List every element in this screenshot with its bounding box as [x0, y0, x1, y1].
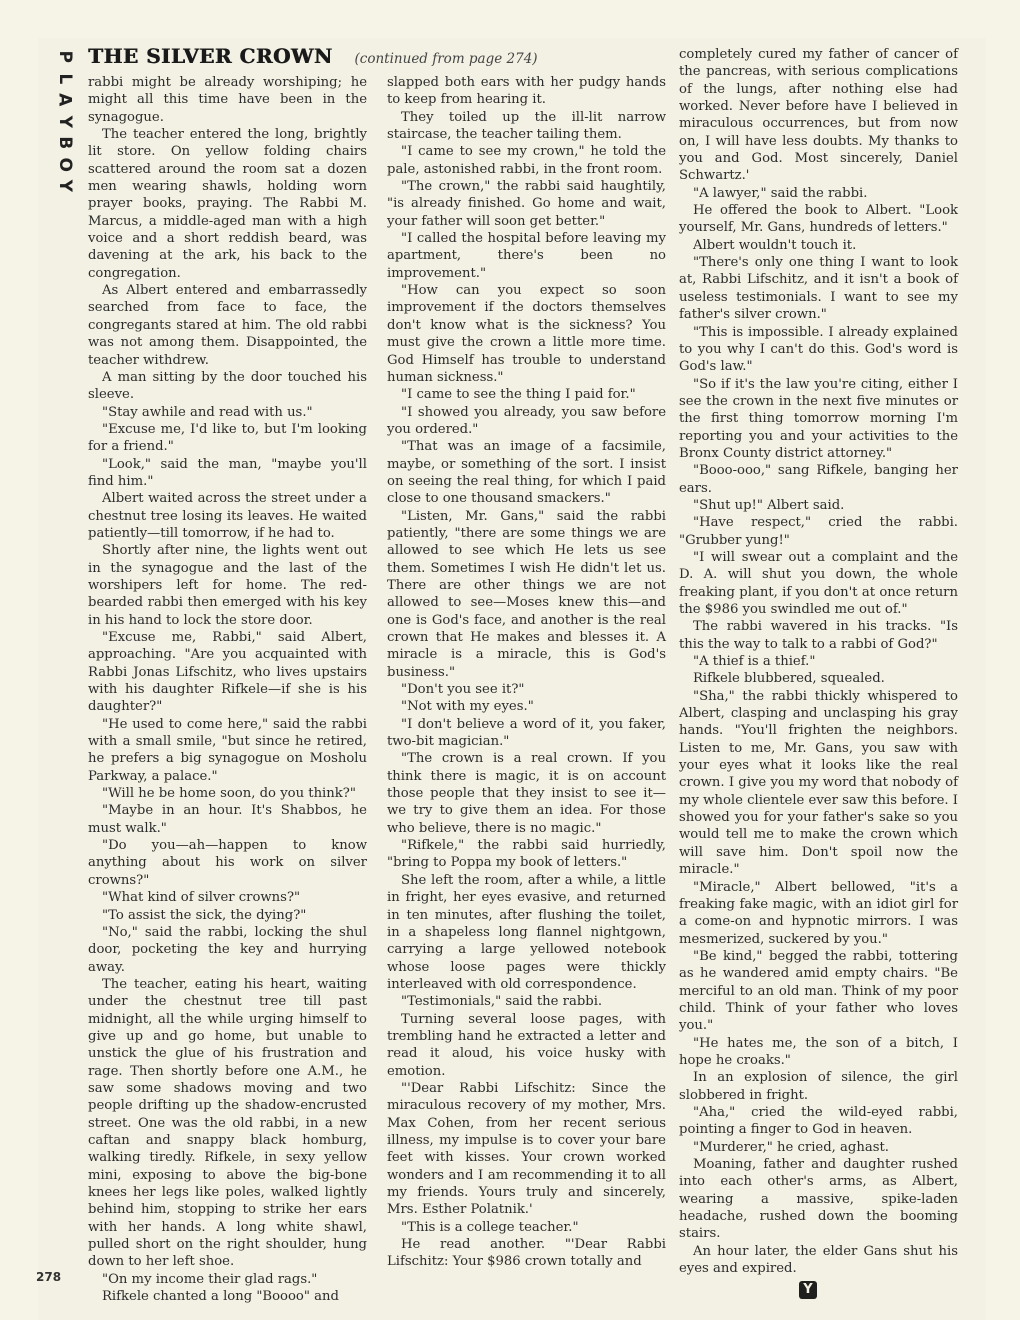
paragraph: "Be kind," begged the rabbi, tottering as he wandered amid empty chairs. "Be merciful to an old man. Think of my poor child. Think of your father who loves you."	[679, 948, 958, 1034]
paragraph: "Aha," cried the wild-eyed rabbi, pointing a finger to God in heaven.	[679, 1104, 958, 1138]
paragraph: "On my income their glad rags."	[102, 1271, 318, 1287]
side-label-letter: B	[54, 136, 75, 150]
side-label-letter: O	[54, 157, 75, 172]
paragraph: Albert wouldn't touch it.	[693, 237, 857, 253]
paragraph: In an explosion of silence, the girl slobbered in fright.	[679, 1070, 958, 1103]
paragraph: "How can you expect so soon improvement if the doctors themselves don't know what is the sickness? You must give the crown a little more time. God Himself has trouble to understand human sickness."	[387, 283, 666, 385]
paragraph: "Listen, Mr. Gans," said the rabbi patiently, "there are some things we are allowed to see which He lets us see them. Sometimes I wish He didn't let us. There are other things we are not allowed to see—Moses knew this—and one is God's face, and another is the real crown that He makes and blesses it. A miracle is a miracle, this is God's business."	[387, 508, 666, 680]
story-title: THE SILVER CROWN	[88, 44, 333, 68]
paragraph: "I don't believe a word of it, you faker, two-bit magician."	[387, 716, 666, 750]
paragraph: "Excuse me, Rabbi," said Albert, approaching. "Are you acquainted with Rabbi Jonas Lifschitz, who lives upstairs with his daughter Rifkele—if she is his daughter?"	[88, 630, 367, 715]
paragraph: rabbi might be already worshiping; he might all this time have been in the synagogue.	[88, 75, 367, 125]
side-label-letter: Y	[54, 179, 75, 192]
paragraph: As Albert entered and embarrassedly searched from face to face, the congregants stared at him. The old rabbi was not among them. Disappointed, the teacher withdrew.	[88, 283, 367, 368]
paragraph: "I came to see the thing I paid for."	[401, 387, 636, 403]
magazine-side-label	[53, 46, 75, 197]
paragraph: "He used to come here," said the rabbi with a small smile, "but since he retired, he prefers a big synagogue on Mosholu Parkway, a palace."	[88, 716, 367, 784]
paragraph: Shortly after nine, the lights went out in the synagogue and the last of the worshipers left for home. The red-bearded rabbi then emerged with his key in his hand to lock the store door.	[88, 543, 367, 628]
paragraph: "He hates me, the son of a bitch, I hope he croaks."	[679, 1035, 958, 1068]
paragraph: Turning several loose pages, with trembling hand he extracted a letter and read it aloud, his voice husky with emotion.	[387, 1011, 666, 1079]
story-header	[88, 44, 688, 74]
paragraph: "Look," said the man, "maybe you'll find him."	[88, 456, 367, 489]
paragraph: "I showed you already, you saw before you ordered."	[387, 404, 666, 437]
paragraph: Moaning, father and daughter rushed into each other's arms, as Albert, wearing a massive, spike-laden headache, rushed down the booming stairs.	[679, 1157, 958, 1242]
paragraph: He offered the book to Albert. "Look yourself, Mr. Gans, hundreds of letters."	[679, 203, 958, 236]
text-column-2	[387, 74, 666, 1271]
paragraph: "Have respect," cried the rabbi. "Grubber yung!"	[679, 515, 958, 548]
paragraph: "I will swear out a complaint and the D. A. will shut you down, the whole freaking plant, if you don't at once return the $986 you swindled me out of."	[679, 549, 958, 617]
paragraph: "So if it's the law you're citing, either I see the crown in the next five minutes or the first thing tomorrow morning I'm reporting you and your activities to the Bronx County district attorney."	[679, 376, 958, 461]
paragraph: Rifkele chanted a long "Boooo" and	[102, 1289, 339, 1305]
paragraph: "Rifkele," the rabbi said hurriedly, "bring to Poppa my book of letters."	[387, 838, 666, 871]
paragraph: completely cured my father of cancer of the pancreas, with serious complications of the lungs, after nothing else had worked. Never before have I believed in miraculous occurrences, but from now on, I will have less doubts. My thanks to you and God. Most sincerely, Daniel Schwartz.'	[679, 47, 958, 184]
paragraph: "Testimonials," said the rabbi.	[401, 994, 603, 1010]
paragraph: "Shut up!" Albert said.	[693, 497, 845, 513]
paragraph: An hour later, the elder Gans shut his eyes and expired.	[679, 1243, 958, 1277]
paragraph: "Miracle," Albert bellowed, "it's a freaking fake magic, with an idiot girl for a come-on and hypnotic mirrors. I was mesmerized, suckered by you."	[679, 879, 958, 947]
paragraph: "A thief is a thief."	[693, 654, 816, 670]
paragraph: "This is impossible. I already explained to you why I can't do this. God's word is God's law."	[679, 324, 958, 375]
paragraph: "To assist the sick, the dying?"	[102, 907, 307, 923]
paragraph: "Maybe in an hour. It's Shabbos, he must walk."	[88, 803, 367, 836]
paragraph: "That was an image of a facsimile, maybe, or something of the sort. I insist on seeing the real thing, for which I paid close to one thousand smackers."	[387, 439, 666, 507]
paragraph: The teacher entered the long, brightly lit store. On yellow folding chairs scattered around the room sat a dozen men wearing shawls, holding worn prayer books, praying. The Rabbi M. Marcus, a middle-aged man with a high voice and a short reddish beard, was davening at the ark, his back to the congregation.	[88, 127, 367, 281]
side-label-letter: L	[54, 72, 75, 84]
paragraph: "Murderer," he cried, aghast.	[693, 1139, 889, 1155]
paragraph: "There's only one thing I want to look at, Rabbi Lifschitz, and it isn't a book of useless testimonials. I want to see my father's silver crown."	[679, 255, 958, 323]
paragraph: They toiled up the ill-lit narrow staircase, the teacher tailing them.	[387, 109, 666, 143]
paragraph: "Excuse me, I'd like to, but I'm looking for a friend."	[88, 421, 367, 455]
paragraph: "Will he be home soon, do you think?"	[102, 786, 356, 802]
paragraph: The teacher, eating his heart, waiting under the chestnut tree till past midnight, all the while urging himself to give up and go home, but unable to unstick the glue of his frustration and rage. Then shortly before one A.M., he saw some shadows moving and two people drifting up the shadow-encrusted street. One was the old rabbi, in a new caftan and snappy black homburg, walking tiredly. Rifkele, in sexy yellow mini, exposing to above the big-bone knees her legs like poles, walked lightly behind him, stopping to strike her ears with her hands. A long white shawl, pulled short on the right shoulder, hung down to her left shoe.	[88, 976, 367, 1270]
paragraph: "Booo-ooo," sang Rifkele, banging her ears.	[679, 463, 958, 496]
paragraph: "The crown is a real crown. If you think there is magic, it is on account those people that they insist to see it—we try to give them an idea. For those who believe, there is no magic."	[387, 751, 666, 836]
paragraph: "Do you—ah—happen to know anything about his work on silver crowns?"	[88, 838, 367, 888]
paragraph: "I came to see my crown," he told the pale, astonished rabbi, in the front room.	[387, 144, 666, 177]
paragraph: "'Dear Rabbi Lifschitz: Since the miraculous recovery of my mother, Mrs. Max Cohen, from her recent serious illness, my impulse is to cover your bare feet with kisses. Your crown worked wonders and I am recommending it to all my friends. Yours truly and sincerely, Mrs. Esther Polatnik.'	[387, 1080, 666, 1218]
paragraph: He read another. "'Dear Rabbi Lifschitz: Your $986 crown totally and	[387, 1237, 666, 1270]
paragraph: Albert waited across the street under a chestnut tree losing its leaves. He waited patiently—till tomorrow, if he had to.	[88, 491, 367, 541]
paragraph: She left the room, after a while, a little in fright, her eyes evasive, and returned in ten minutes, after flushing the toilet, in a shapeless long flannel nightgown, carrying a large yellowed notebook whose loose pages were thickly interleaved with old correspondence.	[387, 872, 666, 992]
end-of-story-mark: Y	[799, 1281, 817, 1299]
paragraph: A man sitting by the door touched his sleeve.	[88, 369, 367, 403]
paragraph: "Not with my eyes."	[401, 699, 534, 715]
paragraph: "What kind of silver crowns?"	[102, 890, 301, 906]
paragraph: slapped both ears with her pudgy hands to keep from hearing it.	[387, 75, 666, 108]
paragraph: "This is a college teacher."	[401, 1219, 579, 1235]
side-label-letter: A	[54, 93, 75, 107]
paragraph: "Stay awhile and read with us."	[102, 404, 313, 420]
page-number: 278	[36, 1270, 62, 1284]
side-label-letter: Y	[54, 115, 75, 128]
paragraph: "No," said the rabbi, locking the shul door, pocketing the key and hurrying away.	[88, 924, 367, 975]
continued-note: (continued from page 274)	[354, 51, 538, 67]
text-column-1	[88, 74, 367, 1305]
paragraph: "The crown," the rabbi said haughtily, "is already finished. Go home and wait, your father will soon get better."	[387, 179, 666, 229]
paragraph: Rifkele blubbered, squealed.	[693, 671, 885, 687]
paragraph: "Sha," the rabbi thickly whispered to Albert, clasping and unclasping his gray hands. "You'll frighten the neighbors. Listen to me, Mr. Gans, you saw with your eyes what it looks like the real crown. I give you my word that nobody of my whole clientele ever saw this before. I showed you for your father's sake so you would tell me to make the crown which will save him. Don't spoil now the miracle."	[679, 688, 958, 878]
side-label-letter: P	[54, 50, 75, 63]
paragraph: "I called the hospital before leaving my apartment, there's been no improvement."	[387, 231, 666, 281]
paragraph: "A lawyer," said the rabbi.	[693, 185, 868, 201]
paragraph: "Don't you see it?"	[401, 682, 525, 698]
text-column-3	[679, 46, 958, 1299]
paragraph: The rabbi wavered in his tracks. "Is this the way to talk to a rabbi of God?"	[679, 619, 958, 652]
